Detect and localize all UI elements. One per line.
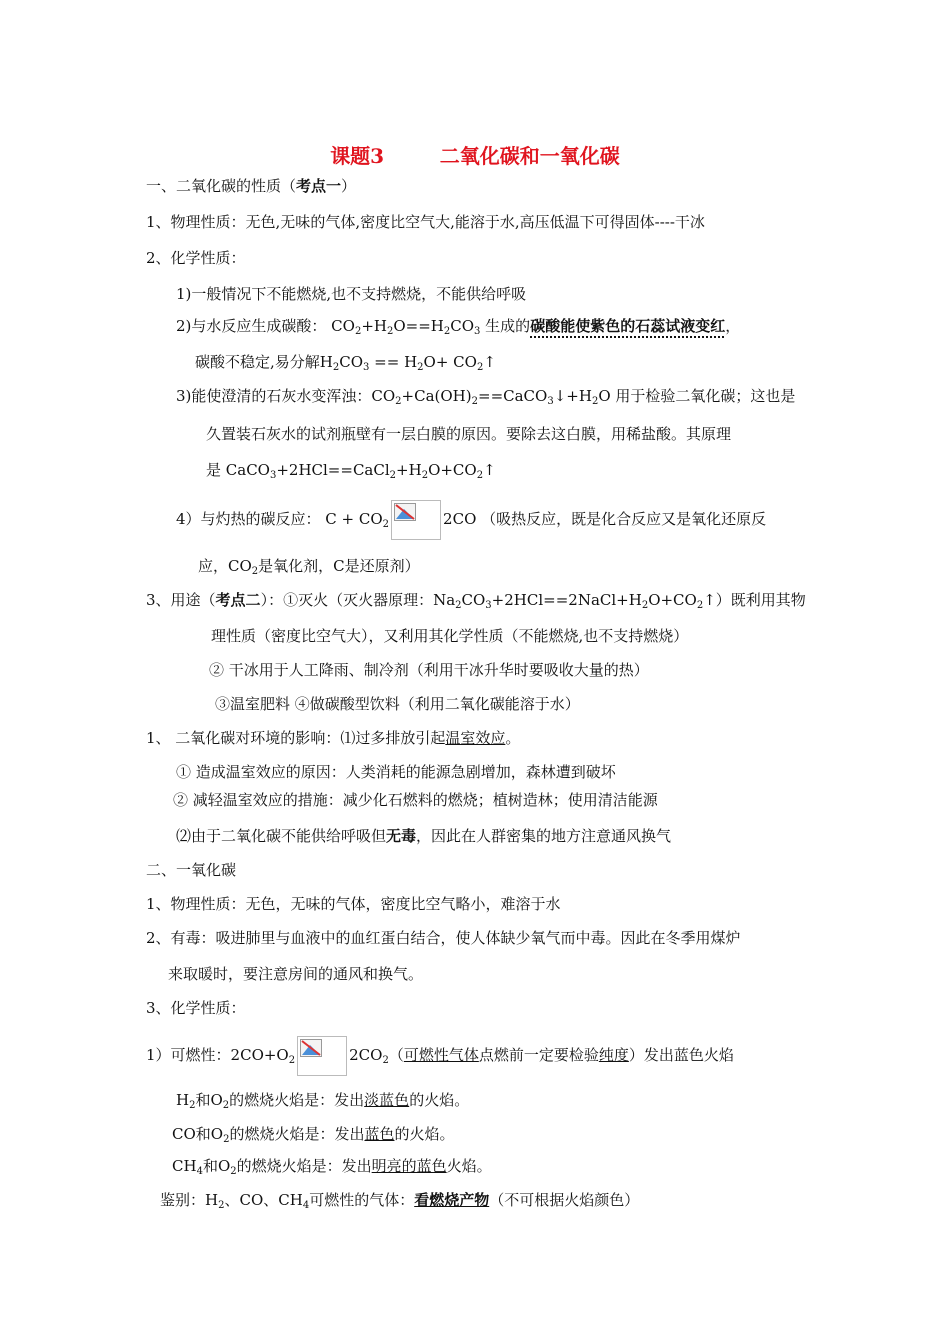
co2-chem-item-2: 2)与水反应生成碳酸： $CO_2+H_2O==H_2CO_3$ 生成的碳酸能使紫色的石蕊试液变红，: [176, 317, 741, 337]
gas-identification: 鉴别：$H_2$、CO、$CH_4$可燃性的气体：看燃烧产物（不可根据火焰颜色）: [160, 1191, 640, 1211]
co2-chem-item-3: 3)能使澄清的石灰水变浑浊：$CO_2+Ca(OH)_2==CaCO_3↓+H_2O$ 用于检验二氧化碳；这也是: [176, 387, 796, 407]
hcl-equation: 是 $CaCO_3+2HCl==CaCl_2+H_2O+CO_2↑$: [206, 461, 496, 481]
co2-use-greenhouse-soda: ③温室肥料 ④做碳酸型饮料（利用二氧化碳能溶于水）: [215, 695, 580, 713]
h2-flame: $H_2$和$O_2$的燃烧火焰是：发出淡蓝色的火焰。: [176, 1091, 470, 1111]
co2-environment-impact: 1、 二氧化碳对环境的影响：⑴过多排放引起温室效应。: [146, 729, 521, 747]
co2-uses-continued: 理性质（密度比空气大），又利用其化学性质（不能燃烧,也不支持燃烧）: [211, 627, 689, 645]
co-physical-properties: 1、物理性质：无色，无味的气体，密度比空气略小，难溶于水: [146, 895, 561, 913]
co-toxicity-continued: 来取暖时，要注意房间的通风和换气。: [168, 965, 424, 983]
ch4-flame: $CH_4$和$O_2$的燃烧火焰是：发出明亮的蓝色火焰。: [172, 1157, 492, 1177]
co2-chemical-heading: 2、化学性质：: [146, 249, 246, 267]
co2-non-toxic-note: ⑵由于二氧化碳不能供给呼吸但无毒，因此在人群密集的地方注意通风换气: [176, 827, 672, 845]
co-chemical-heading: 3、化学性质：: [146, 999, 246, 1017]
co2-oxidizer-note: 应，$CO_2$是氧化剂，C是还原剂）: [198, 557, 420, 577]
section-heading-co: 二、一氧化碳: [146, 861, 237, 879]
white-film-explanation: 久置装石灰水的试剂瓶壁有一层白膜的原因。要除去这白膜，用稀盐酸。其原理: [206, 425, 732, 443]
greenhouse-cause: ① 造成温室效应的原因：人类消耗的能源急剧增加，森林遭到破坏: [176, 763, 616, 781]
greenhouse-mitigation: ② 减轻温室效应的措施：减少化石燃料的燃烧；植树造林；使用清洁能源: [173, 791, 658, 809]
co-toxicity: 2、有毒：吸进肺里与血液中的血红蛋白结合，使人体缺少氧气而中毒。因此在冬季用煤炉: [146, 929, 741, 947]
co2-use-dry-ice: ② 干冰用于人工降雨、制冷剂（利用干冰升华时要吸收大量的热）: [209, 661, 649, 679]
broken-image-icon: [391, 500, 441, 540]
co2-physical-properties: 1、物理性质：无色,无味的气体,密度比空气大,能溶于水,高压低温下可得固体----干冰: [146, 213, 705, 231]
co2-uses: 3、用途（考点二）：①灭火（灭火器原理：$Na_2CO_3+2HCl==2NaCl+H_2O+CO_2↑$）既利用其物: [146, 591, 806, 611]
page-title: 课题3 二氧化碳和一氧化碳: [330, 144, 620, 168]
co-flammability: 1）可燃性：$2CO+O_2$ $2CO_2$（可燃性气体点燃前一定要检验纯度）发出蓝色火焰: [146, 1036, 734, 1076]
section-heading-co2: 一、二氧化碳的性质（考点一）: [146, 177, 357, 195]
carbonic-acid-decomposition: 碳酸不稳定,易分解$H_2CO_3 == H_2O+$ $CO_2↑$: [195, 353, 496, 373]
co2-chem-item-1: 1)一般情况下不能燃烧,也不支持燃烧，不能供给呼吸: [176, 285, 527, 303]
broken-image-icon: [297, 1036, 347, 1076]
co-flame: CO和$O_2$的燃烧火焰是：发出蓝色的火焰。: [172, 1125, 455, 1145]
co2-chem-item-4: 4）与灼热的碳反应： $C + CO_2$ 2CO （吸热反应，既是化合反应又是氧化还原反: [176, 500, 766, 540]
